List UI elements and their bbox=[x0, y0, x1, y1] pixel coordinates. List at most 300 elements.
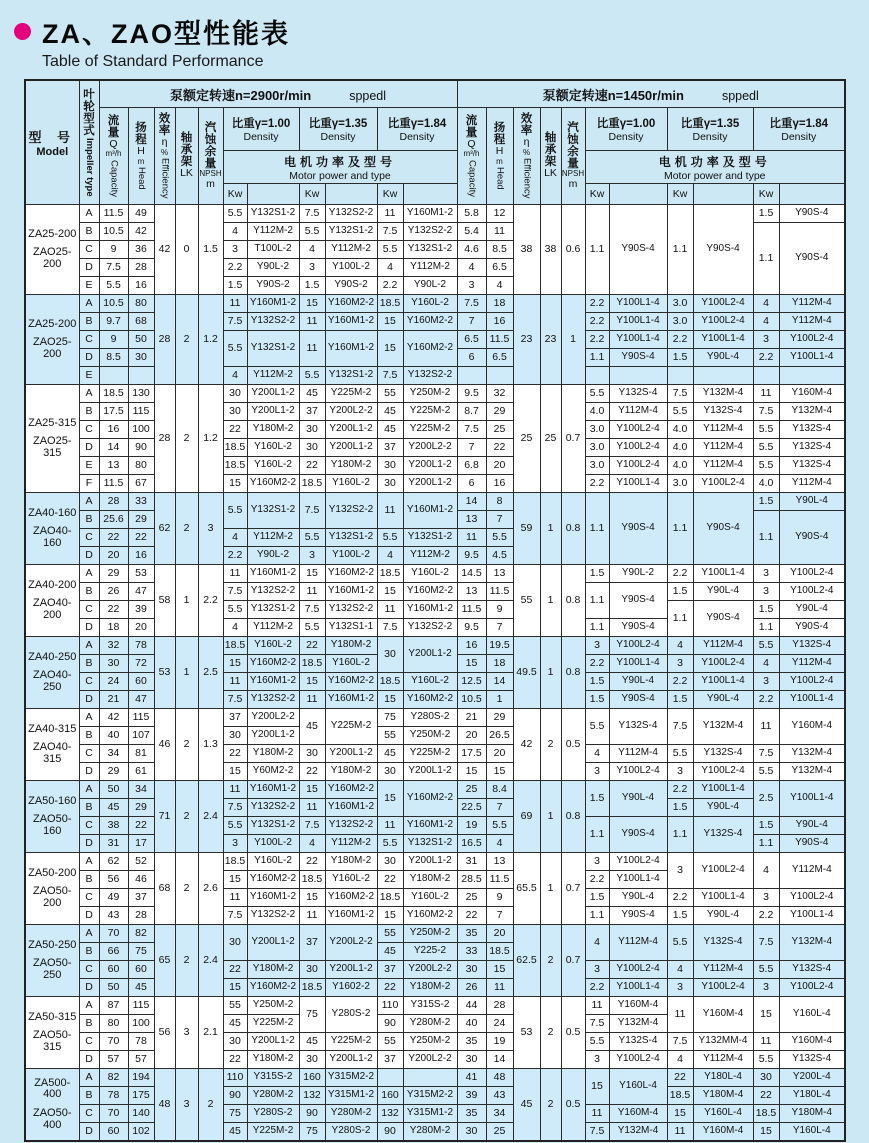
bearing-sym: LK bbox=[544, 167, 557, 180]
flow-value: 82 bbox=[99, 1069, 128, 1087]
lk-value: 2 bbox=[540, 925, 561, 997]
head-value: 28 bbox=[128, 259, 154, 277]
table-row bbox=[25, 889, 845, 907]
bearing-header-right bbox=[540, 108, 561, 205]
motor-kw: 11 bbox=[299, 799, 325, 817]
flow-value: 16.5 bbox=[457, 835, 486, 853]
motor-kw: 4.0 bbox=[667, 421, 693, 439]
flow-value: 13 bbox=[457, 583, 486, 601]
head-value: 28 bbox=[486, 997, 513, 1015]
motor-kw: 1.5 bbox=[585, 673, 609, 691]
flow-value: 7.5 bbox=[457, 421, 486, 439]
motor-kw: 5.5 bbox=[377, 241, 403, 259]
motor-kw: 3 bbox=[585, 637, 609, 655]
motor-kw: 7.5 bbox=[667, 385, 693, 403]
motor-kw: 1.5 bbox=[753, 601, 779, 619]
motor-type: Y132S-4 bbox=[693, 745, 753, 763]
motor-type: Y90L-4 bbox=[693, 799, 753, 817]
motor-type: Y112M-2 bbox=[325, 835, 377, 853]
motor-type: Y90L-2 bbox=[403, 277, 457, 295]
motor-type: Y160M1-2 bbox=[325, 691, 377, 709]
motor-kw: 5.5 bbox=[667, 925, 693, 961]
motor-type: Y112M-4 bbox=[779, 853, 845, 889]
motor-type: Y200L1-2 bbox=[247, 385, 299, 403]
motor-type: Y90S-4 bbox=[609, 691, 667, 709]
table-row bbox=[25, 421, 845, 439]
motor-kw: 11 bbox=[223, 889, 247, 907]
flow-value: 17.5 bbox=[457, 745, 486, 763]
flow-en: Capacity bbox=[466, 160, 478, 198]
motor-type: Y132S2-2 bbox=[247, 691, 299, 709]
motor-type: Y200L1-2 bbox=[247, 403, 299, 421]
motor-kw: 11 bbox=[667, 1123, 693, 1142]
table-row bbox=[25, 817, 845, 835]
impeller-type-cell: B bbox=[79, 1015, 99, 1033]
flow-value: 56 bbox=[99, 871, 128, 889]
motor-kw: 4 bbox=[299, 835, 325, 853]
head-value: 61 bbox=[128, 763, 154, 781]
motor-kw: 2.2 bbox=[223, 259, 247, 277]
motor-type: Y280M-2 bbox=[247, 1087, 299, 1105]
motor-kw: 5.5 bbox=[299, 529, 325, 547]
impeller-type-cell: D bbox=[79, 979, 99, 997]
motor-kw: 3.0 bbox=[585, 457, 609, 475]
impeller-header-en: Impeller type bbox=[83, 137, 95, 197]
motor-type: Y90S-4 bbox=[779, 223, 845, 295]
motor-type: Y200L1-2 bbox=[325, 961, 377, 979]
flow-value: 42 bbox=[99, 709, 128, 727]
motor-type: Y112M-4 bbox=[693, 421, 753, 439]
density-184-right: 比重γ=1.84 Density bbox=[753, 108, 845, 151]
table-row bbox=[25, 763, 845, 781]
motor-kw: 1.5 bbox=[223, 277, 247, 295]
table-row bbox=[25, 637, 845, 655]
motor-type: Y132S1-2 bbox=[247, 205, 299, 223]
head-value: 26.5 bbox=[486, 727, 513, 745]
motor-type: Y132S-4 bbox=[779, 421, 845, 439]
motor-kw: 55 bbox=[377, 727, 403, 745]
speed-1450-header bbox=[457, 80, 845, 108]
motor-type: Y160M1-2 bbox=[403, 205, 457, 223]
head-value: 13 bbox=[486, 565, 513, 583]
type-header bbox=[247, 184, 299, 205]
table-row bbox=[25, 313, 845, 331]
flow-value: 16 bbox=[457, 637, 486, 655]
kw-header: Kw bbox=[223, 184, 247, 205]
motor-type: Y90S-4 bbox=[779, 619, 845, 637]
npsh-zh: 汽 蚀 余 量 bbox=[204, 121, 217, 170]
motor-kw: 4 bbox=[377, 259, 403, 277]
motor-type: Y100L2-4 bbox=[609, 457, 667, 475]
model-label: ZA40-160 bbox=[28, 506, 77, 519]
flow-value: 15 bbox=[457, 655, 486, 673]
motor-kw: 15 bbox=[377, 313, 403, 331]
head-value: 25 bbox=[486, 421, 513, 439]
motor-type: Y160L-2 bbox=[247, 853, 299, 871]
motor-type: Y90S-2 bbox=[325, 277, 377, 295]
motor-kw: 30 bbox=[377, 763, 403, 781]
motor-type: Y100L2-4 bbox=[609, 1051, 667, 1069]
impeller-type-cell: E bbox=[79, 367, 99, 385]
motor-kw: 22 bbox=[753, 1087, 779, 1105]
motor-type: Y315S-2 bbox=[403, 997, 457, 1015]
motor-type: Y90L-4 bbox=[779, 601, 845, 619]
motor-type: Y112M-4 bbox=[609, 403, 667, 421]
head-value: 52 bbox=[128, 853, 154, 871]
motor-kw: 3 bbox=[667, 763, 693, 781]
motor-kw: 45 bbox=[377, 943, 403, 961]
head-value: 78 bbox=[128, 1033, 154, 1051]
motor-type: Y200L1-2 bbox=[247, 1033, 299, 1051]
impeller-type-cell: A bbox=[79, 1069, 99, 1087]
head-value: 17 bbox=[128, 835, 154, 853]
eff-value: 45 bbox=[513, 1069, 540, 1142]
head-value: 30 bbox=[128, 349, 154, 367]
motor-kw: 11 bbox=[299, 583, 325, 601]
motor-kw: 4 bbox=[223, 529, 247, 547]
head-value: 8.5 bbox=[486, 241, 513, 259]
head-value: 11 bbox=[486, 979, 513, 997]
motor-type: Y90S-4 bbox=[609, 349, 667, 367]
flow-value: 30 bbox=[99, 655, 128, 673]
model-cell bbox=[25, 295, 79, 385]
type-header bbox=[693, 184, 753, 205]
model-label: ZA40-315 bbox=[28, 722, 77, 735]
flow-value: 8.5 bbox=[99, 349, 128, 367]
impeller-type-cell: A bbox=[79, 925, 99, 943]
motor-kw: 22 bbox=[377, 871, 403, 889]
motor-type: Y200L1-2 bbox=[403, 853, 457, 871]
motor-type: Y160M2-2 bbox=[403, 907, 457, 925]
flow-value: 3 bbox=[457, 277, 486, 295]
lk-value: 1 bbox=[540, 853, 561, 925]
motor-kw: 3 bbox=[299, 259, 325, 277]
speed-2900-header bbox=[99, 80, 457, 108]
head-value: 9 bbox=[486, 889, 513, 907]
table-row bbox=[25, 295, 845, 313]
lk-value: 2 bbox=[540, 709, 561, 781]
motor-type: Y315S-2 bbox=[247, 1069, 299, 1087]
motor-kw: 1.5 bbox=[753, 817, 779, 835]
page-title-row bbox=[14, 12, 869, 51]
flow-value: 9.5 bbox=[457, 385, 486, 403]
motor-type: Y200L2-2 bbox=[403, 961, 457, 979]
motor-kw: 55 bbox=[377, 385, 403, 403]
npsh-zh: 汽 蚀 余 量 bbox=[567, 121, 579, 170]
flow-value: 50 bbox=[99, 979, 128, 997]
motor-kw: 22 bbox=[223, 1051, 247, 1069]
motor-type: Y132M-4 bbox=[693, 709, 753, 745]
motor-kw: 18.5 bbox=[299, 979, 325, 997]
head-zh: 扬 程 bbox=[493, 121, 506, 146]
npsh-value: 0.8 bbox=[561, 493, 585, 565]
flow-value: 30 bbox=[457, 1051, 486, 1069]
eff-value: 42 bbox=[154, 205, 175, 295]
speed-1450-suffix: sppedl bbox=[721, 88, 759, 103]
head-value: 24 bbox=[486, 1015, 513, 1033]
motor-kw: 1.1 bbox=[585, 583, 609, 619]
motor-type: Y100L1-4 bbox=[779, 349, 845, 367]
motor-type: Y280M-2 bbox=[403, 1123, 457, 1142]
head-value: 34 bbox=[486, 1105, 513, 1123]
flow-value: 26 bbox=[457, 979, 486, 997]
head-value: 7 bbox=[486, 511, 513, 529]
motor-kw: 45 bbox=[377, 403, 403, 421]
impeller-type-cell: D bbox=[79, 907, 99, 925]
density-135-left: 比重γ=1.35 Density bbox=[299, 108, 377, 151]
motor-kw: 18.5 bbox=[223, 637, 247, 655]
head-value: 82 bbox=[128, 925, 154, 943]
table-row bbox=[25, 583, 845, 601]
efficiency-header-left bbox=[154, 108, 175, 205]
motor-type: Y200L1-2 bbox=[325, 421, 377, 439]
model-header-zh: 型 号 bbox=[28, 130, 77, 145]
head-value: 29 bbox=[128, 511, 154, 529]
eff-zh: 效 率 bbox=[158, 113, 171, 138]
flow-value: 22 bbox=[99, 529, 128, 547]
motor-kw: 75 bbox=[223, 1105, 247, 1123]
motor-type: Y160M-4 bbox=[779, 709, 845, 745]
motor-kw: 30 bbox=[223, 925, 247, 961]
table-row bbox=[25, 439, 845, 457]
motor-kw: 30 bbox=[223, 385, 247, 403]
motor-type: Y225M-2 bbox=[247, 1123, 299, 1142]
motor-kw: 11 bbox=[223, 673, 247, 691]
head-value: 100 bbox=[128, 421, 154, 439]
motor-type: Y132S2-2 bbox=[403, 367, 457, 385]
motor-kw: 55 bbox=[223, 997, 247, 1015]
motor-type: Y90S-2 bbox=[247, 277, 299, 295]
motor-kw: 3.0 bbox=[585, 439, 609, 457]
impeller-type-cell: D bbox=[79, 1051, 99, 1069]
impeller-type-cell: C bbox=[79, 529, 99, 547]
head-value: 194 bbox=[128, 1069, 154, 1087]
motor-kw: 2.2 bbox=[585, 331, 609, 349]
motor-kw: 7.5 bbox=[585, 1123, 609, 1142]
motor-kw: 2.2 bbox=[667, 673, 693, 691]
impeller-type-cell: A bbox=[79, 295, 99, 313]
motor-kw: 18.5 bbox=[223, 439, 247, 457]
motor-kw: 4 bbox=[377, 547, 403, 565]
head-value: 14 bbox=[486, 673, 513, 691]
head-value: 20 bbox=[486, 925, 513, 943]
motor-type: Y280M-2 bbox=[325, 1105, 377, 1123]
flow-value: 9 bbox=[99, 331, 128, 349]
motor-type: Y100L2-4 bbox=[779, 889, 845, 907]
motor-kw: 2.2 bbox=[667, 565, 693, 583]
impeller-type-cell: A bbox=[79, 637, 99, 655]
motor-type: Y100L2-4 bbox=[609, 853, 667, 871]
eff-unit: % bbox=[160, 147, 169, 157]
motor-kw: 3 bbox=[667, 979, 693, 997]
flow-value: 16 bbox=[99, 421, 128, 439]
motor-type: Y90S-4 bbox=[779, 835, 845, 853]
model-header-en: Model bbox=[36, 146, 69, 158]
flow-value: 57 bbox=[99, 1051, 128, 1069]
impeller-type-cell: B bbox=[79, 871, 99, 889]
model-cell bbox=[25, 205, 79, 295]
flow-value: 32 bbox=[99, 637, 128, 655]
motor-type: Y160L-2 bbox=[247, 457, 299, 475]
motor-kw: 45 bbox=[377, 745, 403, 763]
motor-type: Y315M2-2 bbox=[403, 1087, 457, 1105]
flow-value: 21 bbox=[99, 691, 128, 709]
flow-value: 11.5 bbox=[99, 475, 128, 493]
motor-type: Y100L2-4 bbox=[779, 331, 845, 349]
motor-type: Y160M1-2 bbox=[403, 493, 457, 529]
motor-type: Y132M-4 bbox=[779, 745, 845, 763]
npsh-value: 0.8 bbox=[561, 637, 585, 709]
motor-kw: 5.5 bbox=[223, 601, 247, 619]
motor-kw: 2.2 bbox=[753, 907, 779, 925]
motor-type: Y250M-2 bbox=[403, 925, 457, 943]
motor-type: Y160L-2 bbox=[403, 889, 457, 907]
motor-kw: 22 bbox=[377, 979, 403, 997]
eff-value: 58 bbox=[154, 565, 175, 637]
motor-type: Y132S-4 bbox=[779, 439, 845, 457]
motor-kw bbox=[377, 1069, 403, 1087]
model-cell bbox=[25, 637, 79, 709]
motor-kw: 22 bbox=[299, 457, 325, 475]
motor-kw: 4 bbox=[223, 367, 247, 385]
head-value: 29 bbox=[486, 709, 513, 727]
motor-type: Y160M2-2 bbox=[247, 655, 299, 673]
flow-value: 31 bbox=[457, 853, 486, 871]
table-row bbox=[25, 1087, 845, 1105]
motor-kw: 45 bbox=[223, 1015, 247, 1033]
motor-type: Y225M-2 bbox=[325, 1033, 377, 1051]
bearing-sym: LK bbox=[180, 167, 193, 180]
head-value: 33 bbox=[128, 493, 154, 511]
motor-type: Y180M-4 bbox=[693, 1087, 753, 1105]
motor-kw: 37 bbox=[299, 925, 325, 961]
motor-type: Y112M-2 bbox=[247, 619, 299, 637]
motor-kw: 3 bbox=[667, 853, 693, 889]
flow-value: 12.5 bbox=[457, 673, 486, 691]
npsh-value: 2.2 bbox=[198, 565, 223, 637]
motor-type: Y90S-4 bbox=[693, 205, 753, 295]
motor-type: Y100L1-4 bbox=[693, 673, 753, 691]
head-value bbox=[486, 367, 513, 385]
model-label: ZAO25-315 bbox=[32, 435, 72, 459]
motor-type: Y90S-4 bbox=[609, 493, 667, 565]
density-100-left: 比重γ=1.00 Density bbox=[223, 108, 299, 151]
head-value: 4 bbox=[486, 277, 513, 295]
npsh-header-left bbox=[198, 108, 223, 205]
motor-type: Y90S-4 bbox=[779, 511, 845, 565]
lk-value: 2 bbox=[175, 781, 198, 853]
motor-kw: 45 bbox=[223, 1123, 247, 1142]
motor-type: Y200L1-2 bbox=[247, 925, 299, 961]
flow-value: 11 bbox=[457, 529, 486, 547]
motor-type: Y160L-2 bbox=[325, 655, 377, 673]
head-sym: H bbox=[137, 145, 145, 158]
motor-kw: 11 bbox=[299, 691, 325, 709]
motor-kw: 3 bbox=[667, 655, 693, 673]
head-value: 22 bbox=[128, 529, 154, 547]
eff-value: 46 bbox=[154, 709, 175, 781]
motor-type: Y160M1-2 bbox=[325, 799, 377, 817]
motor-type: Y112M-4 bbox=[609, 745, 667, 763]
motor-type: Y180M-4 bbox=[779, 1105, 845, 1123]
motor-type: Y160M-4 bbox=[609, 1105, 667, 1123]
flow-value: 41 bbox=[457, 1069, 486, 1087]
head-value: 43 bbox=[486, 1087, 513, 1105]
bearing-zh: 轴 承 架 bbox=[544, 132, 557, 169]
motor-kw: 1.1 bbox=[753, 835, 779, 853]
impeller-type-cell: C bbox=[79, 331, 99, 349]
model-label: ZAO40-160 bbox=[32, 525, 72, 549]
eff-en: Efficiency bbox=[159, 158, 171, 199]
table-row bbox=[25, 997, 845, 1015]
flow-value: 78 bbox=[99, 1087, 128, 1105]
head-value: 18 bbox=[486, 655, 513, 673]
motor-kw: 110 bbox=[223, 1069, 247, 1087]
motor-kw: 15 bbox=[299, 673, 325, 691]
motor-kw: 1.5 bbox=[667, 799, 693, 817]
speed-2900-suffix: sppedl bbox=[349, 88, 387, 103]
lk-value: 25 bbox=[540, 385, 561, 493]
motor-type: Y160M1-2 bbox=[247, 781, 299, 799]
impeller-type-cell: C bbox=[79, 961, 99, 979]
motor-type: Y90S-4 bbox=[693, 601, 753, 637]
model-label: ZA25-315 bbox=[28, 416, 77, 429]
head-en: Head bbox=[494, 167, 506, 191]
motor-kw: 75 bbox=[377, 709, 403, 727]
table-row bbox=[25, 475, 845, 493]
motor-kw: 4.0 bbox=[667, 439, 693, 457]
head-value: 19 bbox=[486, 1033, 513, 1051]
motor-type: Y112M-4 bbox=[693, 961, 753, 979]
motor-type: Y160M2-2 bbox=[403, 313, 457, 331]
motor-kw: 22 bbox=[223, 961, 247, 979]
head-value: 47 bbox=[128, 691, 154, 709]
model-label: ZA50-200 bbox=[28, 866, 77, 879]
motor-kw: 15 bbox=[299, 565, 325, 583]
motor-kw: 1.5 bbox=[753, 493, 779, 511]
impeller-type-cell: B bbox=[79, 727, 99, 745]
motor-type: Y280S-2 bbox=[325, 1123, 377, 1142]
motor-type: Y160M2-2 bbox=[325, 673, 377, 691]
motor-kw: 22 bbox=[299, 763, 325, 781]
motor-type: Y160M2-2 bbox=[403, 691, 457, 709]
head-value: 12 bbox=[486, 205, 513, 223]
performance-table bbox=[24, 79, 846, 1142]
flow-value: 33 bbox=[457, 943, 486, 961]
impeller-type-cell: B bbox=[79, 313, 99, 331]
motor-type: Y200L2-2 bbox=[403, 439, 457, 457]
motor-type: Y100L1-4 bbox=[779, 907, 845, 925]
model-label: ZAO50-160 bbox=[32, 813, 72, 837]
motor-kw: 5.5 bbox=[223, 331, 247, 367]
table-row bbox=[25, 691, 845, 709]
motor-type: Y200L1-2 bbox=[325, 745, 377, 763]
motor-type: Y280S-2 bbox=[325, 997, 377, 1033]
npsh-value: 2.4 bbox=[198, 781, 223, 853]
impeller-type-cell: E bbox=[79, 457, 99, 475]
motor-type: Y200L1-2 bbox=[247, 727, 299, 745]
motor-kw: 2.2 bbox=[585, 979, 609, 997]
motor-kw: 37 bbox=[223, 709, 247, 727]
motor-type: Y132M-4 bbox=[779, 763, 845, 781]
motor-type: Y132S2-2 bbox=[325, 205, 377, 223]
motor-type: Y200L1-2 bbox=[403, 763, 457, 781]
head-value: 102 bbox=[128, 1123, 154, 1142]
table-row bbox=[25, 601, 845, 619]
motor-kw: 7.5 bbox=[753, 745, 779, 763]
motor-type: Y132M-4 bbox=[609, 1015, 667, 1033]
bullet-icon bbox=[14, 23, 31, 40]
